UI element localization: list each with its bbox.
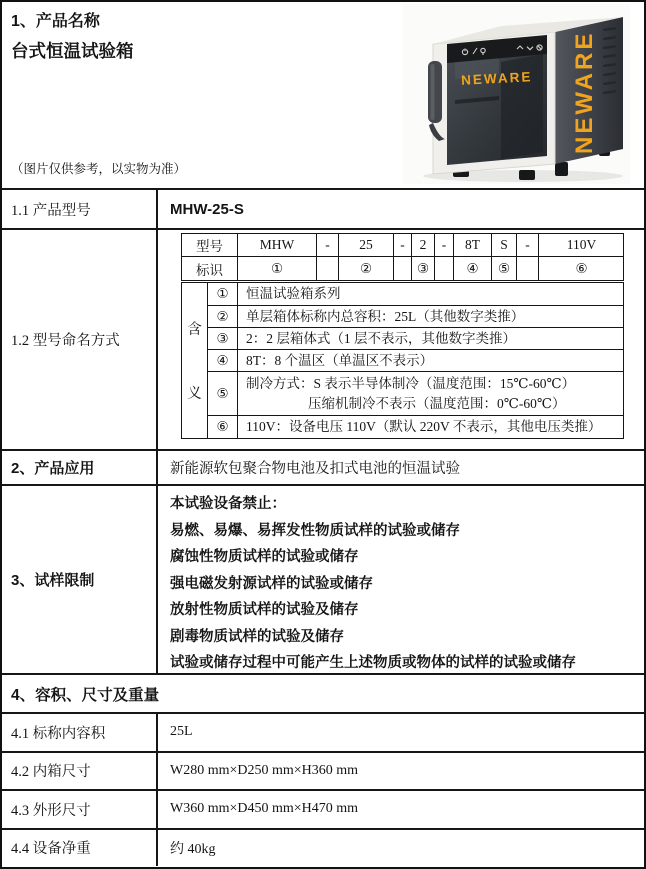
- model-mark-cell: [394, 257, 412, 280]
- image-disclaimer-note: （图片仅供参考，以实物为准）: [11, 162, 187, 176]
- meaning-text-line: 单层箱体标称内总容积：25L（其他数字类推）: [246, 308, 525, 324]
- meaning-text: [238, 372, 623, 415]
- meaning-text: [238, 416, 623, 438]
- restrictions-content: [158, 486, 644, 673]
- product-photo: [403, 4, 630, 184]
- model-naming-label: 1.2 型号命名方式: [2, 230, 158, 449]
- door-brand-text: NEWARE: [460, 69, 533, 88]
- spec-label: 4.2 内箱尺寸: [2, 753, 158, 790]
- meaning-text-line2: 压缩机制冷不表示（温度范围：0℃-60℃）: [308, 395, 566, 411]
- application-content: 新能源软包聚合物电池及扣式电池的恒温试验: [170, 461, 460, 477]
- spec-row-weight: [2, 828, 644, 867]
- model-meaning-table: [181, 282, 624, 439]
- meaning-rows: [208, 283, 623, 438]
- restriction-line: 试验或储存过程中可能产生上述物质或物体的试样的试验或储存: [170, 655, 576, 671]
- restriction-line: 腐蚀性物质试样的试验或储存: [170, 549, 359, 565]
- model-code-cell: MHW: [238, 234, 317, 257]
- restriction-line: 本试验设备禁止：: [170, 496, 286, 512]
- model-number-label: 1.1 产品型号: [2, 190, 158, 228]
- model-naming-content: [158, 230, 644, 449]
- model-code-cell: -: [435, 234, 454, 257]
- meaning-row: [208, 415, 623, 438]
- model-code-cell: 110V: [539, 234, 624, 257]
- meaning-text-line: 110V：设备电压 110V（默认 220V 不表示，其他电压类推）: [246, 419, 602, 434]
- meaning-text-line: 恒温试验箱系列: [246, 286, 341, 301]
- meaning-num: ①: [208, 283, 238, 305]
- section-model-naming: [2, 228, 644, 449]
- model-mark-cell: [517, 257, 539, 280]
- restrictions-label: 3、试样限制: [2, 486, 158, 673]
- model-code-cell: 2: [412, 234, 435, 257]
- model-code-cell: 8T: [454, 234, 492, 257]
- meaning-side-label-bottom: 义: [187, 385, 202, 402]
- meaning-side-label-top: 含: [187, 322, 202, 339]
- model-mark-cell: [435, 257, 454, 280]
- meaning-text: [238, 306, 623, 327]
- section-sample-restrictions: [2, 484, 644, 673]
- spec-value: W360 mm×D450 mm×H470 mm: [170, 801, 359, 817]
- spec-row-outer-size: [2, 789, 644, 828]
- dimensions-heading-text: 4、容积、尺寸及重量: [11, 686, 160, 704]
- model-mark-cell: ④: [454, 257, 492, 280]
- meaning-text: [238, 328, 623, 349]
- spec-value: W280 mm×D250 mm×H360 mm: [170, 762, 359, 778]
- model-number-value: MHW-25-S: [170, 200, 244, 218]
- application-label: 2、产品应用: [2, 451, 158, 484]
- model-row-header: 型号: [182, 234, 238, 257]
- model-code-cell: -: [517, 234, 539, 257]
- meaning-num: ③: [208, 328, 238, 349]
- restriction-line: 放射性物质试样的试验及储存: [170, 602, 359, 618]
- model-mark-cell: ②: [339, 257, 394, 280]
- model-code-cell: 25: [339, 234, 394, 257]
- meaning-text-line: 制冷方式：S 表示半导体制冷（温度范围：15℃-60℃）: [246, 375, 576, 391]
- mark-row-header: 标识: [182, 257, 238, 280]
- meaning-num: ④: [208, 350, 238, 371]
- meaning-text: [238, 283, 623, 305]
- spec-label: 4.1 标称内容积: [2, 714, 158, 751]
- section-application: [2, 449, 644, 484]
- model-code-cell: -: [317, 234, 339, 257]
- spec-row-inner-size: [2, 751, 644, 790]
- meaning-num: ⑤: [208, 372, 238, 415]
- model-mark-cell: ①: [238, 257, 317, 280]
- meaning-num: ②: [208, 306, 238, 327]
- meaning-row: [208, 305, 623, 327]
- section1-heading: 1、产品名称: [11, 13, 100, 30]
- product-name: 台式恒温试验箱: [11, 41, 134, 61]
- model-mark-cell: ⑥: [575, 260, 588, 276]
- model-mark-cell: ③: [412, 257, 435, 280]
- model-mark-cell: ⑤: [492, 257, 517, 280]
- meaning-row: [208, 327, 623, 349]
- meaning-num: ⑥: [208, 416, 238, 438]
- meaning-row: [208, 371, 623, 415]
- meaning-text: [238, 350, 623, 371]
- model-code-table: [181, 233, 624, 281]
- spec-label: 4.3 外形尺寸: [2, 791, 158, 828]
- section-model-number: [2, 188, 644, 228]
- model-mark-cell: [317, 257, 339, 280]
- restriction-line: 易燃、易爆、易挥发性物质试样的试验或储存: [170, 522, 460, 539]
- restriction-line: 强电磁发射源试样的试验或储存: [170, 575, 373, 592]
- spec-label: 4.4 设备净重: [2, 830, 158, 867]
- meaning-text-line: 8T：8 个温区（单温区不表示）: [246, 352, 434, 368]
- meaning-text-line: 2：2 层箱体式（1 层不表示，其他数字类推）: [246, 330, 516, 346]
- model-code-cell: S: [492, 234, 517, 257]
- model-code-cell: -: [394, 234, 412, 257]
- spec-value: 25L: [170, 724, 193, 740]
- meaning-row: [208, 283, 623, 305]
- section-dimensions-heading: [2, 673, 644, 712]
- section-product-name: [2, 2, 644, 188]
- side-brand-text: NEWARE: [571, 30, 598, 154]
- restriction-line: 剧毒物质试样的试验及储存: [170, 628, 344, 645]
- spec-value: 约 40kg: [170, 841, 216, 857]
- meaning-side-label: [182, 283, 208, 438]
- spec-row-volume: [2, 712, 644, 751]
- meaning-row: [208, 349, 623, 371]
